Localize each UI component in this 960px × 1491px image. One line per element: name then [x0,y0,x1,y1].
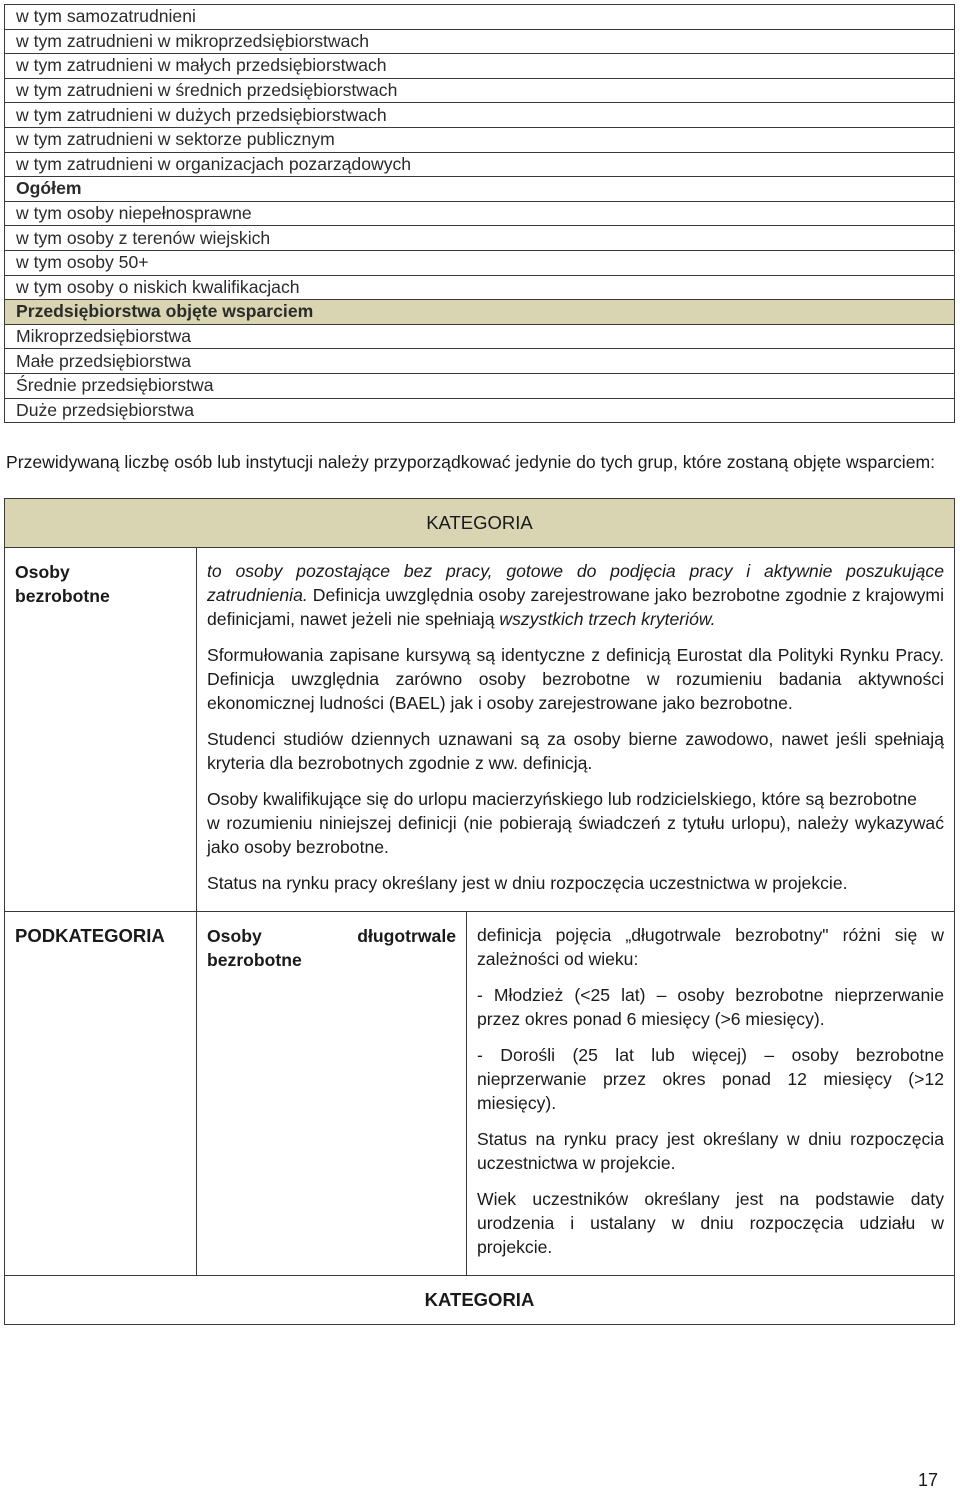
list-item: Ogółem [5,177,955,202]
age-paragraph: Wiek uczestników określany jest na podstawie daty urodzenia i ustalany w dniu rozpoczęcia udziału w projekcie. [477,1189,944,1257]
definition-paragraph [207,559,944,631]
eurostat-paragraph: Sformułowania zapisane kursywą są identyczne z definicją Eurostat dla Polityki Rynku Pracy. Definicja uwzględnia zarówno osoby bezrobotne w rozumieniu badania aktywności ekonomicznej ludności (BAEL) jak i osoby zarejestrowane jako bezrobotne. [207,645,944,713]
list-row [5,152,955,177]
subcategory-header: PODKATEGORIA [5,912,197,1276]
definition-italic: to osoby pozostające bez pracy, gotowe do podjęcia pracy i aktywnie poszukujące zatrudnienia. [207,561,944,605]
list-row [5,201,955,226]
list-row [5,177,955,202]
status-paragraph: Status na rynku pracy określany jest w dniu rozpoczęcia uczestnictwa w projekcie. [207,873,848,893]
list-item: w tym osoby 50+ [5,250,955,275]
definition-italic-end: wszystkich trzech kryteriów. [499,609,716,629]
category-label [5,548,197,912]
definition-text: Definicja uwzględnia osoby zarejestrowane jako bezrobotne zgodnie z krajowymi definicjami, nawet jeżeli nie spełniają [207,585,944,629]
subcategory-name [197,912,467,1276]
list-item: w tym zatrudnieni w mikroprzedsiębiorstwach [5,29,955,54]
list-item: w tym zatrudnieni w sektorze publicznym [5,127,955,152]
list-item: Mikroprzedsiębiorstwa [5,324,955,349]
list-item: w tym zatrudnieni w dużych przedsiębiorstwach [5,103,955,128]
category-footer: KATEGORIA [5,1276,955,1325]
sub-status-paragraph: Status na rynku pracy jest określany w dniu rozpoczęcia uczestnictwa w projekcie. [477,1129,944,1173]
instruction-note: Przewidywaną liczbę osób lub instytucji należy przyporządkować jedynie do tych grup, które zostaną objęte wsparciem: [6,452,936,472]
list-item: w tym osoby niepełnosprawne [5,201,955,226]
list-row [5,398,955,423]
list-row [5,324,955,349]
category-definition [197,548,955,912]
category-row [5,548,955,912]
page-number: 17 [918,1470,939,1490]
list-row [5,5,955,30]
list-item: w tym osoby o niskich kwalifikacjach [5,275,955,300]
list-row [5,300,955,325]
list-row [5,373,955,398]
subcategory-row [5,912,955,1276]
subcategory-name-line2: bezrobotne [207,950,302,970]
list-item: w tym zatrudnieni w średnich przedsiębiorstwach [5,78,955,103]
maternity-paragraph [207,787,944,859]
list-row [5,349,955,374]
list-row [5,103,955,128]
youth-paragraph: - Młodzież (<25 lat) – osoby bezrobotne nieprzerwanie przez okres ponad 6 miesięcy (>6 miesięcy). [477,985,944,1029]
list-row [5,54,955,79]
category-header: KATEGORIA [5,499,955,548]
list-row [5,127,955,152]
list-row [5,226,955,251]
sub-definition-paragraph: definicja pojęcia „długotrwale bezrobotny" różni się w zależności od wieku: [477,925,944,969]
list-row [5,275,955,300]
category-label-line2: bezrobotne [15,586,110,606]
list-row [5,78,955,103]
list-item: w tym zatrudnieni w organizacjach pozarządowych [5,152,955,177]
subcategory-name-line1: Osoby długotrwale [207,926,456,946]
list-item: Przedsiębiorstwa objęte wsparciem [5,300,955,325]
adults-paragraph: - Dorośli (25 lat lub więcej) – osoby bezrobotne nieprzerwanie przez okres ponad 12 miesięcy (>12 miesięcy). [477,1045,944,1113]
list-row [5,250,955,275]
students-paragraph: Studenci studiów dziennych uznawani są za osoby bierne zawodowo, nawet jeśli spełniają kryteria dla bezrobotnych zgodnie z ww. definicją. [207,729,944,773]
category-label-line1: Osoby [15,562,70,582]
list-item: w tym osoby z terenów wiejskich [5,226,955,251]
definitions-table [4,498,955,1325]
maternity-text-1: Osoby kwalifikujące się do urlopu macierzyńskiego lub rodzicielskiego, które są bezrobotne [207,789,917,809]
list-item: w tym zatrudnieni w małych przedsiębiorstwach [5,54,955,79]
list-item: Średnie przedsiębiorstwa [5,373,955,398]
subcategory-definition [467,912,955,1276]
list-item: Małe przedsiębiorstwa [5,349,955,374]
list-item: Duże przedsiębiorstwa [5,398,955,423]
target-groups-table [4,4,955,423]
maternity-text-2: w rozumieniu niniejszej definicji (nie pobierają świadczeń z tytułu urlopu), należy wykazywać jako osoby bezrobotne. [207,813,944,857]
list-item: w tym samozatrudnieni [5,5,955,30]
list-row [5,29,955,54]
